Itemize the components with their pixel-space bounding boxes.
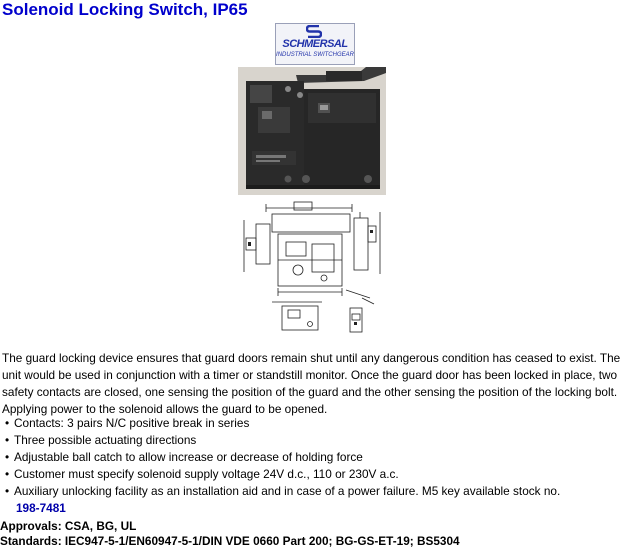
product-photo: [238, 67, 386, 195]
schmersal-s-icon: [306, 25, 322, 38]
feature-item: [2, 483, 624, 517]
schmersal-logo: [275, 23, 355, 65]
feature-text: Adjustable ball catch to allow increase or decrease of holding force: [14, 450, 363, 464]
stock-number-link[interactable]: 198-7481: [16, 501, 66, 515]
feature-text: Customer must specify solenoid supply voltage 24V d.c., 110 or 230V a.c.: [14, 467, 399, 481]
feature-item: [2, 449, 624, 466]
page-title: Solenoid Locking Switch, IP65: [2, 0, 248, 19]
standards-line: Standards: IEC947-5-1/EN60947-5-1/DIN VDE 0660 Part 200; BG-GS-ET-19; BS5304: [0, 534, 460, 548]
logo-wordmark: SCHMERSAL: [282, 38, 348, 50]
feature-text: Auxiliary unlocking facility as an installation aid and in case of a power failure. M5 key available stock no.: [14, 484, 561, 498]
feature-list: [2, 415, 624, 517]
feature-item: [2, 466, 624, 483]
feature-text: Contacts: 3 pairs N/C positive break in series: [14, 416, 250, 430]
logo-tagline: INDUSTRIAL SWITCHGEAR: [276, 52, 354, 58]
product-description: The guard locking device ensures that guard doors remain shut until any dangerous condition has ceased to exist. The unit would be used in conjunction with a timer or standstill monitor. Once the guard door has been locked in place, two safety contacts are closed, one sensing the position of the guard and the other sensing the position of the locking bolt. Applying power to the solenoid allows the guard to be opened.: [2, 351, 621, 416]
feature-text: Three possible actuating directions: [14, 433, 197, 447]
approvals-line: Approvals: CSA, BG, UL: [0, 519, 137, 533]
technical-drawing: [242, 198, 382, 340]
feature-item: [2, 415, 624, 432]
feature-item: [2, 432, 624, 449]
